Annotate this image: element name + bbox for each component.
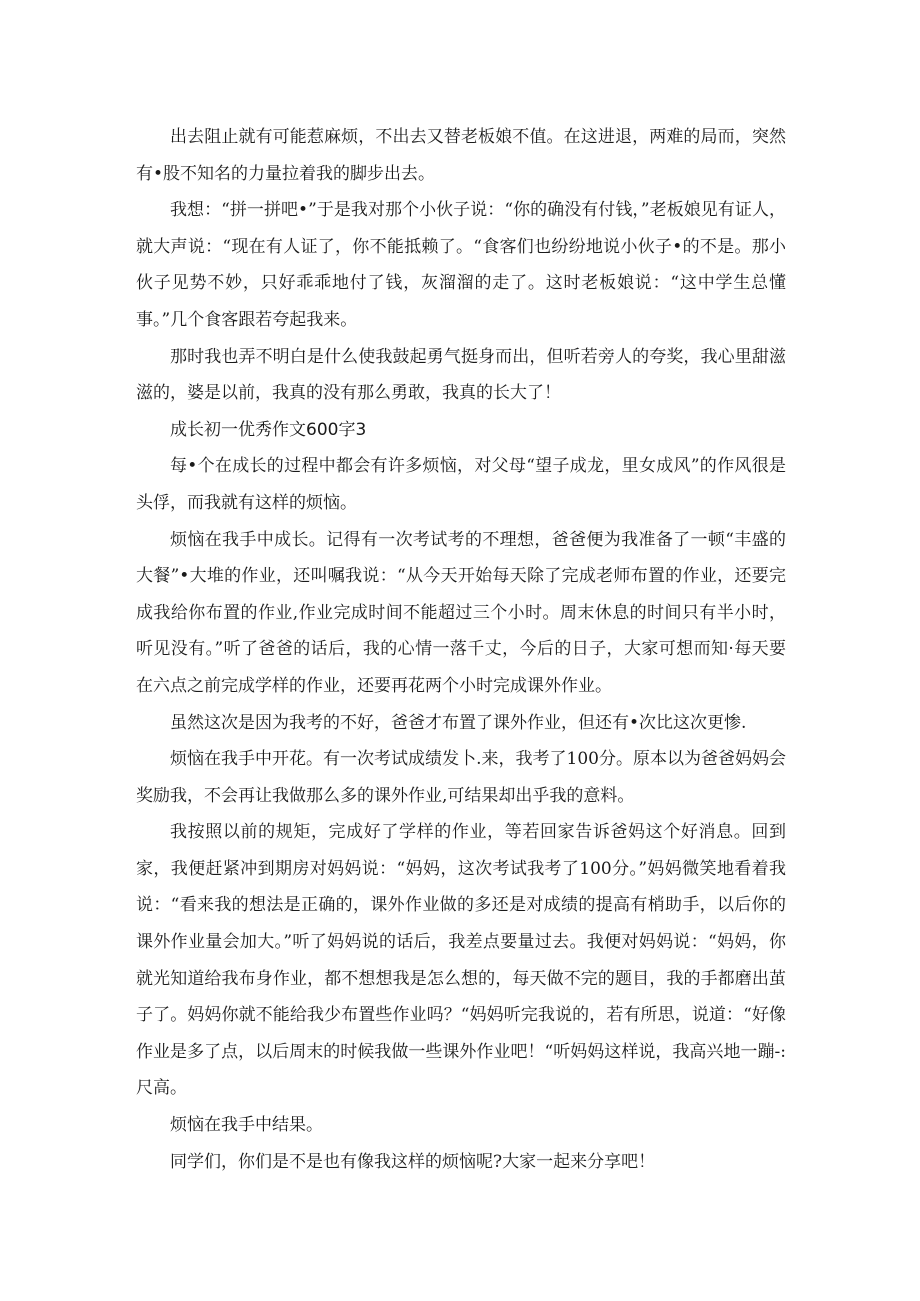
paragraph: 那时我也弄不明白是什么使我鼓起勇气挺身而出，但听若旁人的夸奖，我心里甜滋滋的，婆是以前，我真的没有那么勇敢，我真的长大了！ xyxy=(136,346,786,404)
paragraph: 每•个在成长的过程中都会有许多烦恼，对父母“望子成龙，里女成风”的作风很是头俘，而我就有这样的烦恼。 xyxy=(136,456,786,513)
paragraph: 虽然这次是因为我考的不好，爸爸才布置了课外作业，但还有•次比这次更惨. xyxy=(170,712,747,733)
paragraph: 同学们，你们是不是也有像我这样的烦恼呢?大家一起来分享吧！ xyxy=(170,1151,656,1172)
paragraph: 出去阻止就有可能惹麻烦，不出去又替老板娘不值。在这进退，两难的局而，突然有•股不知名的力量拉着我的脚步出去。 xyxy=(136,127,786,184)
section-heading: 成长初一优秀作文600字3 xyxy=(170,419,367,440)
paragraph: 烦恼在我手中开花。有一次考试成绩发卜.来，我考了100分。原本以为爸爸妈妈会奖励我，不会再让我做那么多的课外作业,可结果却出乎我的意料。 xyxy=(136,749,786,806)
paragraph: 我想：“拼一拼吧•”于是我对那个小伙子说：“你的确没有付钱，”老板娘见有证人，就大声说：“现在有人证了，你不能抵赖了。“食客们也纷纷地说小伙子•的不是。那小伙子见势不妙，只好乖乖地付了钱，灰溜溜的走了。这时老板娘说：“这中学生总懂事。”几个食客跟若夸起我来。 xyxy=(136,200,786,330)
paragraph: 烦恼在我手中结果。 xyxy=(170,1115,323,1136)
paragraph: 烦恼在我手中成长。记得有一次考试考的不理想，爸爸便为我准备了一顿“丰盛的大餐”•大堆的作业，还叫嘱我说：“从今天开始每天除了完成老师布置的作业，还要完成我给你布置的作业,作业完成时间不能超过三个小时。周末休息的时间只有半小时，听见没有。”听了爸爸的话后，我的心情一落千丈，今后的日子，大家可想而知·每天要在六点之前完成学样的作业，还要再花两个小时完成课外作业。 xyxy=(136,529,786,696)
paragraph: 我按照以前的规矩，完成好了学样的作业，等若回家告诉爸妈这个好消息。回到家，我便赶紧冲到期房对妈妈说：“妈妈，这次考试我考了100分。”妈妈微笑地看着我说：“看来我的想法是正确的，课外作业做的多还是对成绩的提高有梢助手，以后你的课外作业量会加大。”听了妈妈说的话后，我差点要量过去。我便对妈妈说：“妈妈，你就光知道给我布身作业，都不想想我是怎么想的，每天做不完的题目，我的手都磨出茧子了。妈妈你就不能给我少布置些作业吗？“妈妈听完我说的，若有所思，说道：“好像作业是多了点，以后周末的时候我做一些课外作业吧！“听妈妈这样说，我高兴地一蹦-:尺高。 xyxy=(136,822,786,1099)
document-body xyxy=(136,119,786,1180)
